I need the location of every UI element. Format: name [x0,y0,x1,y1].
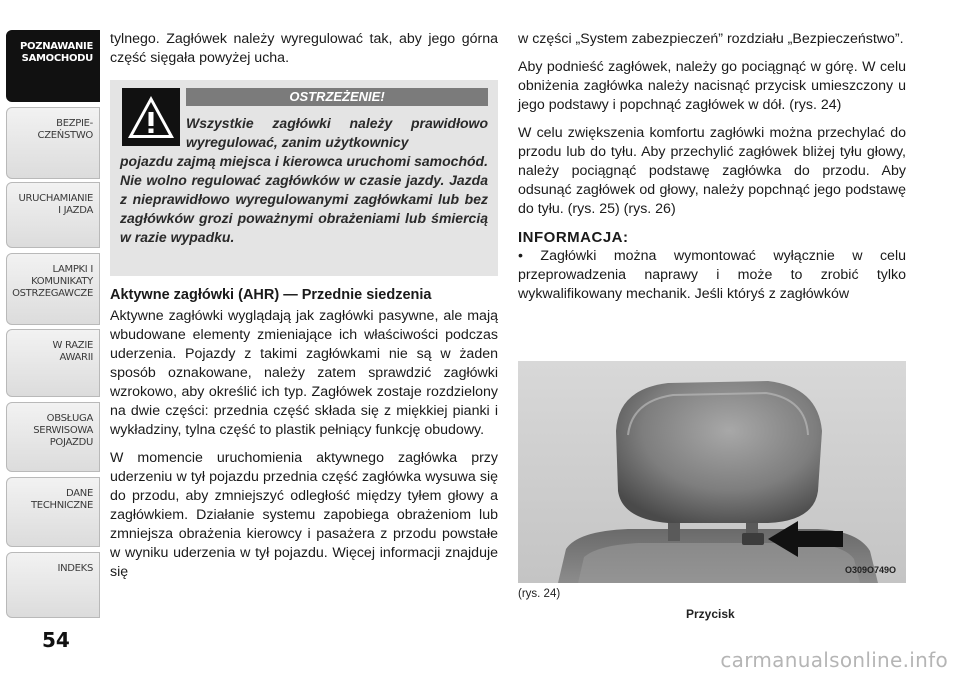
tab-w-razie-awarii[interactable] [6,329,100,397]
headrest-button [742,533,764,545]
warning-title: OSTRZEŻENIE! [186,88,488,106]
tab-label: LAMPKI I KOMUNIKATY OSTRZEGAWCZE [12,264,93,299]
tab-label: URUCHAMIANIE I JAZDA [18,193,93,216]
tab-label: W RAZIE AWARII [52,340,93,363]
warning-triangle-icon [122,88,180,146]
warning-box [110,80,498,276]
tab-label: POZNAWANIE SAMOCHODU [20,41,93,64]
warning-text-line1: Wszystkie zagłówki należy prawidłowo wyregulować, zanim użytkownicy [186,115,488,150]
body-paragraph: Aby podnieść zagłówek, należy go pociągnąć w górę. W celu obniżenia zagłówka należy nacisnąć przycisk umieszczony u jego podstawy i popchnąć zagłówek w dół. (rys. 24) [518,59,906,113]
warning-text-rest: pojazdu zajmą miejsca i kierowca uruchomi samochód. Nie wolno regulować zagłówków w czasie jazdy. Jazda z nieprawidłowo wyregulowanymi zagłówkami lub bez zagłówków grozi poważnymi obrażeniami lub śmiercią w razie wypadku. [120,153,488,245]
tab-lampki-i-komunikaty[interactable] [6,253,100,325]
tab-uruchamianie-i-jazda[interactable] [6,182,100,248]
right-column [518,30,906,304]
figure-code: O309O749O [845,565,897,575]
tab-obsluga-serwisowa[interactable] [6,402,100,472]
body-paragraph: W momencie uruchomienia aktywnego zagłówka przy uderzeniu w tył pojazdu przednia część zagłówka wysuwa się do przodu, aby zmniejszyć odległość między tyłem głowy a zagłówkiem. Działanie systemu zapobiega obrażeniom lub zmniejsza obrażenia kierowcy i pasażera z przodu powstałe w wyniku uderzenia w tył pojazdu. Więcej informacji znajduje się [110,450,498,580]
headrest-figure [518,361,906,583]
figure-label: Przycisk [686,607,735,621]
page-number: 54 [42,628,70,652]
body-paragraph: Aktywne zagłówki wyglądają jak zagłówki pasywne, ale mają wbudowane elementy zmieniające ich właściwości podczas uderzenia. Pojazdy z takimi zagłówkami nie są w żaden sposób oznakowane, należy zatem sprawdzić zagłówki wzrokowo, aby określić ich typ. Zagłówek zostaje rozdzielony na dwie części: przednia część składa się z miękkiej pianki i wykładziny, tylna część to plastik pełniący funkcję obudowy. [110,308,498,438]
headrest-illustration [518,361,906,583]
tab-dane-techniczne[interactable] [6,477,100,547]
tab-label: OBSŁUGA SERWISOWA POJAZDU [33,413,93,448]
left-column [110,30,498,582]
tab-label: BEZPIE- CZEŃSTWO [37,118,93,141]
info-title: INFORMACJA: [518,229,629,246]
body-paragraph: w części „System zabezpieczeń” rozdziału „Bezpieczeństwo”. [518,31,904,47]
body-paragraph: W celu zwiększenia komfortu zagłówki można przechylać do przodu lub do tyłu. Aby przechylić zagłówek bliżej tyłu głowy, należy pociągnąć podstawę zagłówka do przodu. Aby odsunąć zagłówek od głowy, należy popchnąć jego podstawę do tyłu. (rys. 25) (rys. 26) [518,125,906,217]
figure-caption: (rys. 24) [518,588,561,600]
tab-bezpieczenstwo[interactable] [6,107,100,179]
tab-indeks[interactable] [6,552,100,618]
tab-label: INDEKS [57,563,93,574]
tab-poznawanie-samochodu[interactable] [6,30,100,102]
watermark: carmanualsonline.info [720,648,948,672]
intro-paragraph: tylnego. Zagłówek należy wyregulować tak, aby jego górna część sięgała powyżej ucha. [110,31,498,66]
info-text: • Zagłówki można wymontować wyłącznie w celu przeprowadzenia naprawy i może to zrobić tylko wykwalifikowany mechanik. Jeśli któryś z zagłówków [518,248,906,302]
chapter-sidebar [0,0,100,678]
tab-label: DANE TECHNICZNE [31,488,93,511]
section-title: Aktywne zagłówki (AHR) — Przednie siedzenia [110,287,432,303]
